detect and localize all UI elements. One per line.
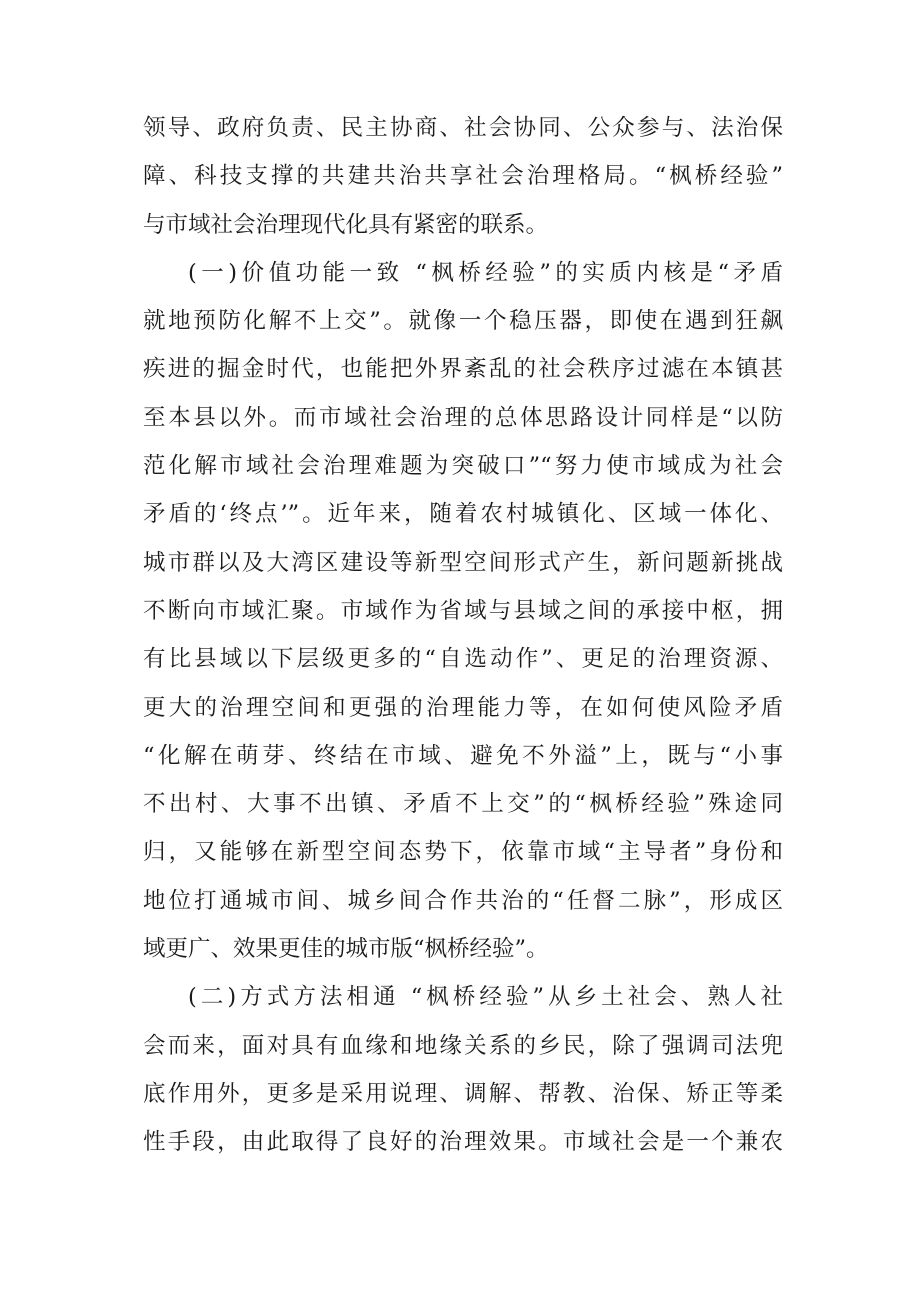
paragraph-1-line-3: 与市域社会治理现代化具有紧密的联系。 xyxy=(143,211,549,238)
paragraph-1-line-1: 领导、政府负责、民主协商、社会协同、公众参与、法治保 xyxy=(143,115,783,141)
paragraph-2-line-1: (一)价值功能一致 “枫桥经验”的实质内核是“矛盾 xyxy=(188,259,783,286)
paragraph-2-line-10: 更大的治理空间和更强的治理能力等，在如何使风险矛盾 xyxy=(143,694,783,721)
paragraph-2-line-11: “化解在萌芽、终结在市域、避免不外溢”上，既与“小事 xyxy=(143,742,783,769)
body-text xyxy=(143,104,783,1167)
paragraph-2-line-3: 疾进的掘金时代，也能把外界紊乱的社会秩序过滤在本镇甚 xyxy=(143,356,783,383)
paragraph-3-line-3: 底作用外，更多是采用说理、调解、帮教、治保、矫正等柔 xyxy=(143,1080,783,1107)
paragraph-2-line-4: 至本县以外。而市域社会治理的总体思路设计同样是“以防 xyxy=(143,404,783,431)
paragraph-2-line-14: 地位打通城市间、城乡间合作共治的“任督二脉”，形成区 xyxy=(143,887,783,914)
paragraph-2-line-7: 城市群以及大湾区建设等新型空间形式产生，新问题新挑战 xyxy=(143,549,783,576)
paragraph-2-line-15: 域更广、效果更佳的城市版“枫桥经验”。 xyxy=(143,936,549,963)
paragraph-3-line-2: 会而来，面对具有血缘和地缘关系的乡民，除了强调司法兜 xyxy=(143,1032,783,1059)
paragraph-2-line-9: 有比县域以下层级更多的“自选动作”、更足的治理资源、 xyxy=(143,646,783,673)
paragraph-2-line-13: 归，又能够在新型空间态势下，依靠市域“主导者”身份和 xyxy=(143,839,783,866)
paragraph-1-line-2: 障、科技支撑的共建共治共享社会治理格局。“枫桥经验” xyxy=(143,163,783,190)
paragraph-2-line-5: 范化解市域社会治理难题为突破口”“努力使市域成为社会 xyxy=(143,453,783,480)
paragraph-3-line-4: 性手段，由此取得了良好的治理效果。市域社会是一个兼农 xyxy=(143,1129,783,1156)
paragraph-2-line-2: 就地预防化解不上交”。就像一个稳压器，即使在遇到狂飙 xyxy=(143,308,783,335)
paragraph-2-line-6: 矛盾的‘终点’”。近年来，随着农村城镇化、区域一体化、 xyxy=(143,501,783,528)
paragraph-3-line-1: (二)方式方法相通 “枫桥经验”从乡土社会、熟人社 xyxy=(188,984,783,1011)
paragraph-2-line-8: 不断向市域汇聚。市域作为省域与县域之间的承接中枢，拥 xyxy=(143,597,783,624)
paragraph-2-line-12: 不出村、大事不出镇、矛盾不上交”的“枫桥经验”殊途同 xyxy=(143,791,783,818)
